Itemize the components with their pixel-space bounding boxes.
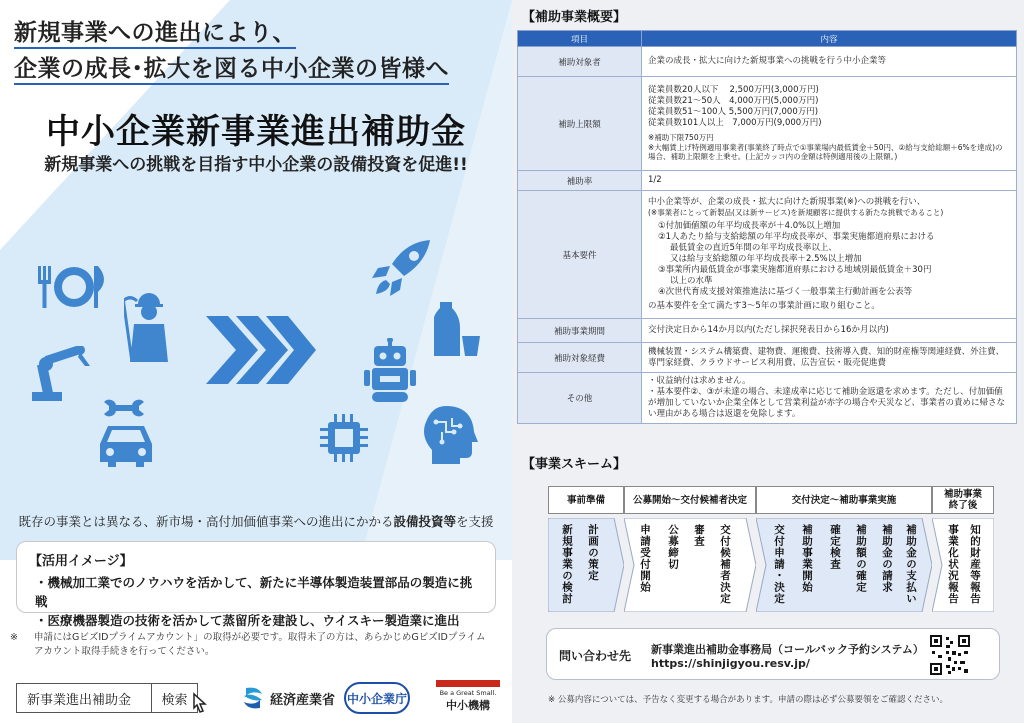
row-key: その他	[518, 373, 642, 424]
wrench-icon	[102, 396, 146, 422]
table-row	[518, 319, 1017, 343]
row-key: 補助上限額	[518, 77, 642, 171]
usage-image-label: 【活用イメージ】	[29, 554, 133, 569]
header-content: 内容	[642, 31, 1017, 47]
req-line: ①付加価値額の年平均成長率が＋4.0%以上増加	[658, 221, 841, 232]
row-value	[642, 373, 1017, 424]
gbiz-note	[10, 631, 494, 659]
table-row	[518, 343, 1017, 373]
scheme-step: 申請受付開始	[639, 524, 651, 593]
subtitle: 新規事業への挑戦を目指す中小企業の設備投資を促進!!	[44, 155, 468, 175]
row-key: 補助事業期間	[518, 319, 642, 343]
req-line: 以上の水準	[670, 276, 713, 287]
scheme-title: 【事業スキーム】	[522, 457, 627, 472]
search-button[interactable]: 検索	[151, 684, 197, 712]
robot-icon	[362, 338, 418, 404]
limit-line: 従業員数21～50人 4,000万円(5,000万円)	[648, 96, 819, 107]
limit-line: 従業員数20人以下 2,500万円(3,000万円)	[648, 85, 819, 96]
car-icon	[96, 420, 156, 468]
limit-note: ※補助下限750万円	[648, 133, 714, 143]
limit-note: ※大幅賃上げ特例適用事業者(事業終了時点で①事業場内最低賃金＋50円、②給与支給総額＋6%を達成)の場合、補助上限額を上乗せ。(上記カッコ内の金額は特例適用後の上限額。)	[648, 142, 1003, 162]
sake-icon	[434, 300, 482, 358]
usage-item: ・ 医療機器製造の技術を活かして蒸留所を建設し、ウイスキー製造業に進出	[35, 611, 483, 630]
limit-line: 従業員数101人以上 7,000万円(9,000万円)	[648, 118, 822, 129]
scheme-step: 補助額の確定	[855, 524, 867, 593]
ai-head-icon	[422, 404, 478, 464]
meti-label: 経済産業省	[270, 692, 336, 708]
usage-item: ・ 機械加工業でのノウハウを活かして、新たに半導体製造装置部品の製造に挑戦	[35, 573, 483, 611]
smrj-name: 中小機構	[446, 699, 490, 712]
other-bullet: ・収益納付は求めません。	[648, 376, 751, 386]
row-value	[642, 77, 1017, 171]
usage-image-box	[16, 541, 496, 628]
row-value: 交付決定日から14か月以内(ただし採択発表日から16か月以内)	[642, 319, 1017, 343]
header-item: 項目	[518, 31, 642, 47]
note-mark: ※	[10, 632, 18, 643]
main-title: 中小企業新事業進出補助金	[46, 112, 466, 152]
req-line: (※事業者にとって新製品(又は新サービス)を新規顧客に提供する新たな挑戦であること)	[648, 207, 944, 217]
table-row	[518, 171, 1017, 191]
phase-label: 公募開始～交付候補者決定	[624, 486, 756, 514]
row-key: 補助率	[518, 171, 642, 191]
phase-label: 交付決定～補助事業実施	[756, 486, 932, 514]
other-bullet: ・基本要件②、③が未達の場合、未達成率に応じて補助金返還を求めます。ただし、付加価値が増加していないか企業全体として営業利益が赤字の場合や天災など、事業者の責めに帰さない理由がある場合は返還を免除します。	[648, 387, 1006, 419]
scheme-step: 交付申請・決定	[773, 524, 785, 605]
req-line: ③事業所内最低賃金が事業実施都道府県における地域別最低賃金＋30円	[658, 265, 932, 276]
scheme-step: 補助事業開始	[801, 524, 813, 593]
req-line: の基本要件を全て満たす3～5年の事業計画に取り組むこと。	[648, 301, 880, 312]
headline-line2: 企業の成長･拡大を図る中小企業の皆様へ	[14, 50, 449, 83]
rocket-icon	[372, 238, 432, 296]
meti-mark-icon	[242, 686, 264, 710]
row-value: 機械装置・システム構築費、建物費、運搬費、技術導入費、知的財産権等関連経費、外注費、専門家経費、クラウドサービス利用費、広告宣伝・販売促進費	[642, 343, 1017, 373]
req-line: ④次世代育成支援対策推進法に基づく一般事業主行動計画を公表等	[658, 287, 913, 298]
footer-note: ※ 公募内容については、予告なく変更する場合があります。申請の際は必ず公募要領をご確認ください。	[548, 695, 948, 705]
cursor-icon	[188, 692, 210, 718]
row-value: 企業の成長・拡大に向けた新規事業への挑戦を行う中小企業等	[642, 47, 1017, 77]
req-line: ②1人あたり給与支給総額の年平均成長率が、事業実施都道府県における	[658, 232, 935, 243]
note-text: 申請にはGビズIDプライムアカウント」の取得が必要です。取得未了の方は、あらかじめGビズIDプライムアカウント取得手続きを行ってください。	[34, 632, 486, 657]
table-row	[518, 77, 1017, 171]
smrj-bar	[436, 680, 500, 687]
phase-label: 補助事業 終了後	[932, 486, 994, 514]
contact-url[interactable]: https://shinjigyou.resv.jp/	[651, 657, 810, 670]
support-text: 既存の事業とは異なる、新市場・高付加価値事業への進出にかかる設備投資等を支援	[18, 514, 494, 529]
req-line: 又は給与支給総額の年平均成長率＋2.5%以上増加	[670, 254, 862, 265]
row-key: 補助対象者	[518, 47, 642, 77]
overview-table	[517, 30, 1017, 424]
row-value	[642, 191, 1017, 319]
chevrons-icon	[206, 312, 316, 388]
scheme-step: 交付候補者決定	[719, 524, 731, 605]
scheme-step: 知的財産等報告	[969, 524, 981, 605]
row-key: 補助対象経費	[518, 343, 642, 373]
table-row	[518, 191, 1017, 319]
search-input[interactable]: 新事業進出補助金	[27, 692, 132, 708]
req-line: 中小企業等が、企業の成長・拡大に向けた新規事業(※)への挑戦を行い、	[648, 196, 926, 207]
table-row	[518, 47, 1017, 77]
overview-title: 【補助事業概要】	[522, 10, 627, 25]
contact-name: 新事業進出補助金事務局（コールバック予約システム）	[651, 643, 924, 656]
smrj-tagline: Be a Great Small.	[439, 689, 497, 697]
qr-code-icon[interactable]	[928, 633, 972, 677]
scheme-step: 確定検査	[829, 524, 841, 570]
scheme-step: 計画の策定	[587, 524, 599, 582]
table-header	[518, 31, 1017, 47]
scheme-step: 補助金の支払い	[905, 524, 917, 605]
limit-line: 従業員数51～100人 5,500万円(7,000万円)	[648, 107, 819, 118]
req-line: 最低賃金の直近5年間の年平均成長率以上、	[670, 243, 837, 254]
scheme-arrow	[932, 518, 994, 612]
scheme-step: 新規事業の検討	[561, 524, 573, 605]
chusho-logo: 中小企業庁	[344, 682, 410, 714]
smrj-logo	[436, 680, 500, 713]
dining-icon	[36, 262, 112, 310]
row-key: 基本要件	[518, 191, 642, 319]
contact-label: 問い合わせ先	[559, 649, 632, 663]
table-row	[518, 373, 1017, 424]
worker-icon	[124, 290, 174, 362]
scheme-step: 補助金の請求	[881, 524, 893, 593]
headline-line1: 新規事業への進出により、	[14, 14, 296, 47]
scheme-step: 事業化状況報告	[947, 524, 959, 605]
meti-logo	[242, 686, 335, 710]
chip-icon	[318, 412, 370, 464]
phase-label: 事前準備	[548, 486, 624, 514]
search-box[interactable]	[16, 683, 198, 713]
row-value: 1/2	[642, 171, 1017, 191]
scheme-step: 審査	[693, 524, 705, 547]
scheme-step: 公募締切	[667, 524, 679, 570]
scheme-diagram	[544, 480, 1000, 610]
robot-arm-icon	[28, 346, 98, 402]
